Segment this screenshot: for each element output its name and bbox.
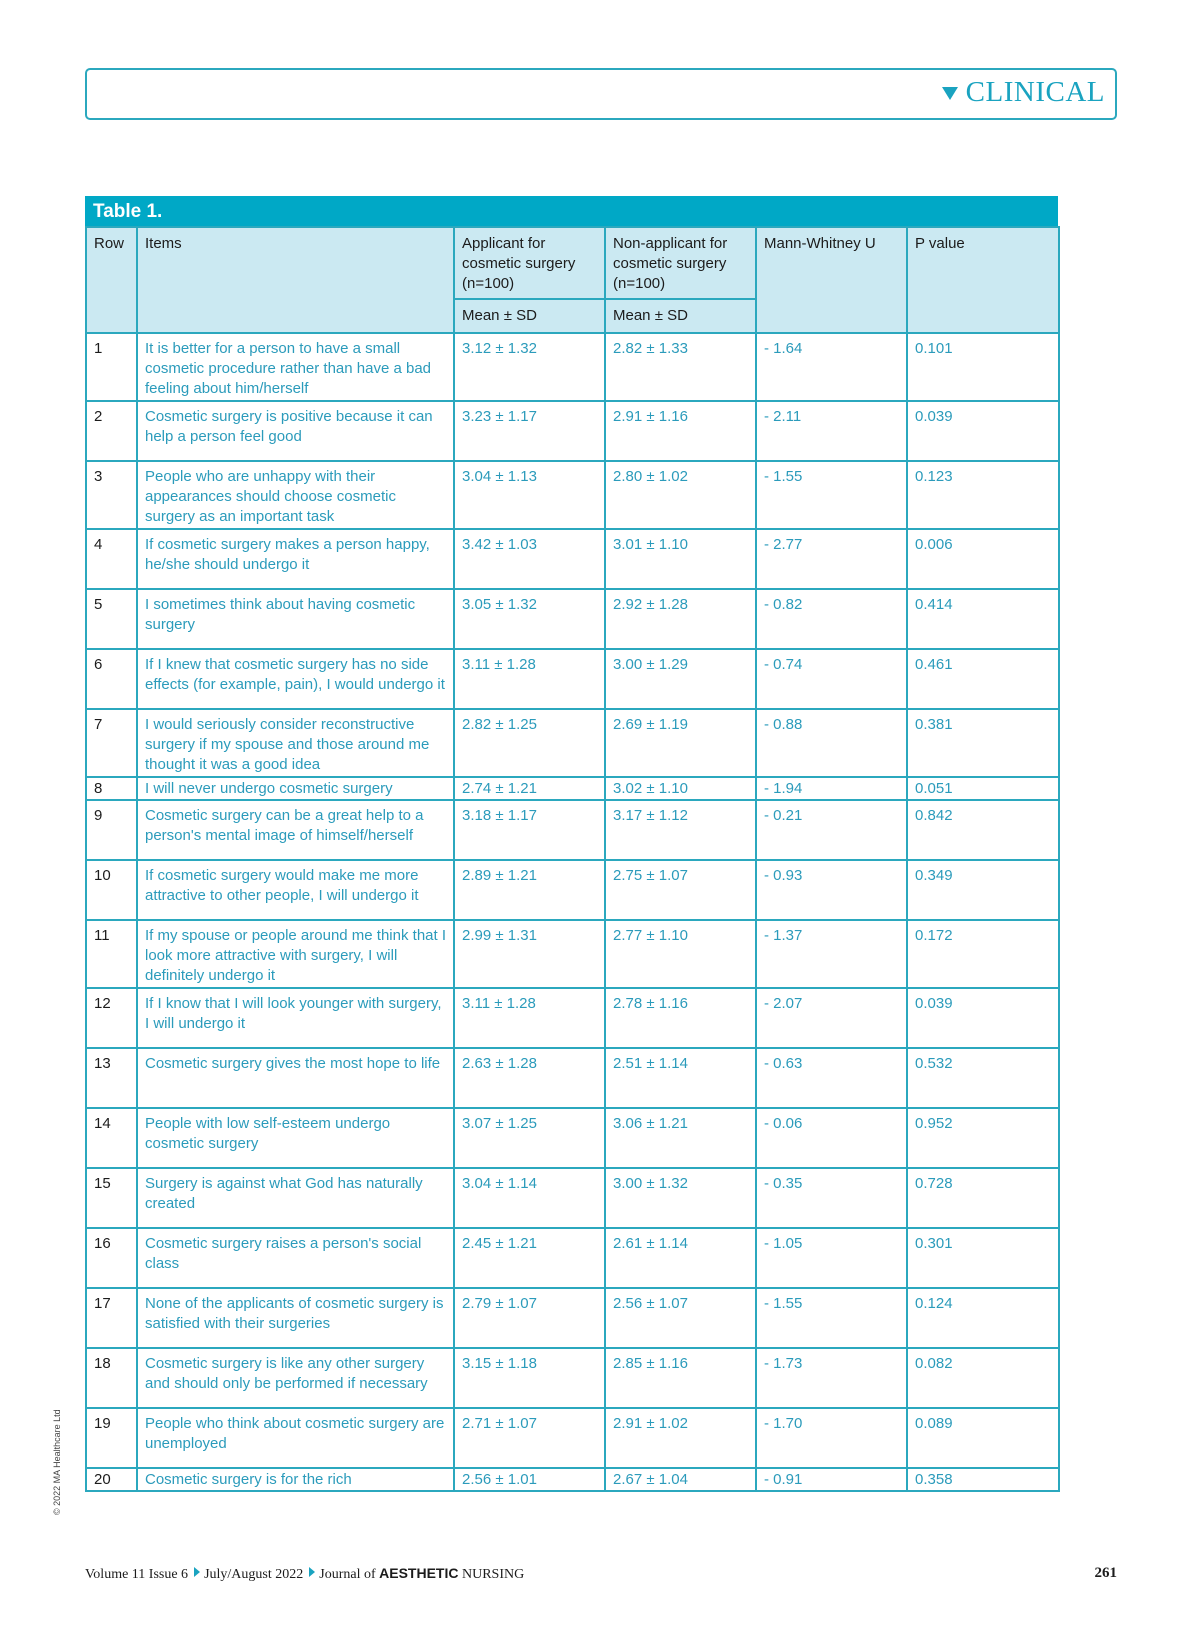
table-row <box>86 333 1059 401</box>
table-title: Table 1. <box>85 196 1058 226</box>
cell-p-value: 0.101 <box>907 333 1059 401</box>
cell-item: I sometimes think about having cosmetic surgery <box>137 589 454 649</box>
cell-mann-whitney-u: - 1.64 <box>756 333 907 401</box>
cell-non-applicant-mean-sd: 2.85 ± 1.16 <box>605 1348 756 1408</box>
cell-item: Cosmetic surgery gives the most hope to life <box>137 1048 454 1108</box>
arrow-right-icon <box>194 1567 200 1577</box>
cell-item: None of the applicants of cosmetic surgery is satisfied with their surgeries <box>137 1288 454 1348</box>
table-row <box>86 461 1059 529</box>
table-row <box>86 920 1059 988</box>
col-header-applicant: Applicant for cosmetic surgery (n=100) <box>454 227 605 299</box>
cell-p-value: 0.123 <box>907 461 1059 529</box>
cell-mann-whitney-u: - 1.37 <box>756 920 907 988</box>
cell-applicant-mean-sd: 3.12 ± 1.32 <box>454 333 605 401</box>
cell-non-applicant-mean-sd: 3.06 ± 1.21 <box>605 1108 756 1168</box>
cell-applicant-mean-sd: 3.07 ± 1.25 <box>454 1108 605 1168</box>
cell-applicant-mean-sd: 2.45 ± 1.21 <box>454 1228 605 1288</box>
cell-item: Cosmetic surgery can be a great help to a person's mental image of himself/herself <box>137 800 454 860</box>
footer-journal-brand: AESTHETIC <box>379 1565 459 1581</box>
cell-item: If cosmetic surgery would make me more attractive to other people, I will undergo it <box>137 860 454 920</box>
cell-applicant-mean-sd: 3.05 ± 1.32 <box>454 589 605 649</box>
cell-applicant-mean-sd: 2.89 ± 1.21 <box>454 860 605 920</box>
table-row <box>86 1348 1059 1408</box>
cell-applicant-mean-sd: 3.04 ± 1.14 <box>454 1168 605 1228</box>
cell-non-applicant-mean-sd: 2.91 ± 1.16 <box>605 401 756 461</box>
cell-applicant-mean-sd: 2.82 ± 1.25 <box>454 709 605 777</box>
cell-item: People with low self-esteem undergo cosmetic surgery <box>137 1108 454 1168</box>
cell-applicant-mean-sd: 2.74 ± 1.21 <box>454 777 605 800</box>
cell-row-number: 15 <box>86 1168 137 1228</box>
table-body <box>86 333 1059 1491</box>
cell-p-value: 0.082 <box>907 1348 1059 1408</box>
cell-mann-whitney-u: - 0.35 <box>756 1168 907 1228</box>
cell-mann-whitney-u: - 1.94 <box>756 777 907 800</box>
cell-p-value: 0.952 <box>907 1108 1059 1168</box>
table-row <box>86 1168 1059 1228</box>
col-header-non-applicant: Non-applicant for cosmetic surgery (n=100) <box>605 227 756 299</box>
cell-non-applicant-mean-sd: 2.67 ± 1.04 <box>605 1468 756 1491</box>
cell-applicant-mean-sd: 3.11 ± 1.28 <box>454 649 605 709</box>
section-title: CLINICAL <box>965 76 1105 108</box>
cell-non-applicant-mean-sd: 3.00 ± 1.29 <box>605 649 756 709</box>
section-header-box <box>85 68 1117 120</box>
table-row <box>86 800 1059 860</box>
table-row <box>86 988 1059 1048</box>
cell-applicant-mean-sd: 3.18 ± 1.17 <box>454 800 605 860</box>
cell-applicant-mean-sd: 2.63 ± 1.28 <box>454 1048 605 1108</box>
cell-item: People who are unhappy with their appearances should choose cosmetic surgery as an important task <box>137 461 454 529</box>
cell-p-value: 0.461 <box>907 649 1059 709</box>
table-row <box>86 1228 1059 1288</box>
cell-row-number: 20 <box>86 1468 137 1491</box>
footer-journal-suffix: NURSING <box>461 1567 525 1582</box>
cell-item: If I knew that cosmetic surgery has no side effects (for example, pain), I would undergo it <box>137 649 454 709</box>
cell-p-value: 0.089 <box>907 1408 1059 1468</box>
cell-applicant-mean-sd: 2.79 ± 1.07 <box>454 1288 605 1348</box>
cell-mann-whitney-u: - 2.11 <box>756 401 907 461</box>
table-header <box>86 227 1059 333</box>
cell-p-value: 0.006 <box>907 529 1059 589</box>
cell-p-value: 0.349 <box>907 860 1059 920</box>
cell-non-applicant-mean-sd: 3.00 ± 1.32 <box>605 1168 756 1228</box>
cell-item: Surgery is against what God has naturally created <box>137 1168 454 1228</box>
cell-row-number: 13 <box>86 1048 137 1108</box>
cell-mann-whitney-u: - 1.55 <box>756 1288 907 1348</box>
subheader-applicant-mean-sd: Mean ± SD <box>454 299 605 333</box>
cell-applicant-mean-sd: 2.99 ± 1.31 <box>454 920 605 988</box>
cell-non-applicant-mean-sd: 2.82 ± 1.33 <box>605 333 756 401</box>
cell-row-number: 4 <box>86 529 137 589</box>
cell-mann-whitney-u: - 2.07 <box>756 988 907 1048</box>
cell-mann-whitney-u: - 0.88 <box>756 709 907 777</box>
cell-p-value: 0.039 <box>907 988 1059 1048</box>
cell-row-number: 2 <box>86 401 137 461</box>
cell-p-value: 0.039 <box>907 401 1059 461</box>
data-table <box>85 226 1060 1492</box>
cell-row-number: 6 <box>86 649 137 709</box>
cell-row-number: 11 <box>86 920 137 988</box>
cell-row-number: 9 <box>86 800 137 860</box>
cell-p-value: 0.381 <box>907 709 1059 777</box>
col-header-items: Items <box>137 227 454 333</box>
table-row <box>86 1288 1059 1348</box>
cell-mann-whitney-u: - 0.21 <box>756 800 907 860</box>
arrow-right-icon <box>309 1567 315 1577</box>
cell-row-number: 1 <box>86 333 137 401</box>
cell-p-value: 0.728 <box>907 1168 1059 1228</box>
cell-row-number: 12 <box>86 988 137 1048</box>
cell-mann-whitney-u: - 1.55 <box>756 461 907 529</box>
cell-row-number: 16 <box>86 1228 137 1288</box>
cell-non-applicant-mean-sd: 3.17 ± 1.12 <box>605 800 756 860</box>
cell-applicant-mean-sd: 2.71 ± 1.07 <box>454 1408 605 1468</box>
cell-mann-whitney-u: - 1.70 <box>756 1408 907 1468</box>
table-row <box>86 860 1059 920</box>
cell-non-applicant-mean-sd: 2.69 ± 1.19 <box>605 709 756 777</box>
cell-applicant-mean-sd: 3.11 ± 1.28 <box>454 988 605 1048</box>
table-row <box>86 1408 1059 1468</box>
cell-item: If my spouse or people around me think that I look more attractive with surgery, I will definitely undergo it <box>137 920 454 988</box>
cell-row-number: 19 <box>86 1408 137 1468</box>
cell-p-value: 0.172 <box>907 920 1059 988</box>
table-row <box>86 1108 1059 1168</box>
cell-non-applicant-mean-sd: 2.92 ± 1.28 <box>605 589 756 649</box>
cell-item: If cosmetic surgery makes a person happy, he/she should undergo it <box>137 529 454 589</box>
cell-mann-whitney-u: - 0.82 <box>756 589 907 649</box>
cell-row-number: 18 <box>86 1348 137 1408</box>
cell-non-applicant-mean-sd: 2.75 ± 1.07 <box>605 860 756 920</box>
cell-item: Cosmetic surgery raises a person's social class <box>137 1228 454 1288</box>
cell-non-applicant-mean-sd: 2.91 ± 1.02 <box>605 1408 756 1468</box>
cell-mann-whitney-u: - 0.74 <box>756 649 907 709</box>
page-number: 261 <box>1094 1565 1117 1581</box>
table-row <box>86 1468 1059 1491</box>
cell-non-applicant-mean-sd: 2.78 ± 1.16 <box>605 988 756 1048</box>
footer-journal-prefix: Journal of <box>319 1567 376 1582</box>
col-header-mann-whitney: Mann-Whitney U <box>756 227 907 333</box>
cell-mann-whitney-u: - 1.73 <box>756 1348 907 1408</box>
cell-non-applicant-mean-sd: 2.80 ± 1.02 <box>605 461 756 529</box>
table-row <box>86 1048 1059 1108</box>
cell-non-applicant-mean-sd: 2.56 ± 1.07 <box>605 1288 756 1348</box>
cell-mann-whitney-u: - 2.77 <box>756 529 907 589</box>
cell-mann-whitney-u: - 0.91 <box>756 1468 907 1491</box>
cell-row-number: 17 <box>86 1288 137 1348</box>
subheader-non-applicant-mean-sd: Mean ± SD <box>605 299 756 333</box>
cell-item: Cosmetic surgery is like any other surgery and should only be performed if necessary <box>137 1348 454 1408</box>
cell-item: It is better for a person to have a small cosmetic procedure rather than have a bad feeling about him/herself <box>137 333 454 401</box>
cell-applicant-mean-sd: 3.15 ± 1.18 <box>454 1348 605 1408</box>
table-row <box>86 529 1059 589</box>
triangle-down-icon <box>942 87 958 100</box>
cell-row-number: 7 <box>86 709 137 777</box>
cell-non-applicant-mean-sd: 3.02 ± 1.10 <box>605 777 756 800</box>
page-footer <box>85 1565 524 1583</box>
cell-row-number: 10 <box>86 860 137 920</box>
cell-p-value: 0.532 <box>907 1048 1059 1108</box>
table-row <box>86 709 1059 777</box>
table-row <box>86 401 1059 461</box>
cell-row-number: 5 <box>86 589 137 649</box>
col-header-row: Row <box>86 227 137 333</box>
copyright-notice: © 2022 MA Healthcare Ltd <box>52 1409 62 1515</box>
cell-item: Cosmetic surgery is positive because it can help a person feel good <box>137 401 454 461</box>
cell-mann-whitney-u: - 1.05 <box>756 1228 907 1288</box>
cell-applicant-mean-sd: 3.23 ± 1.17 <box>454 401 605 461</box>
cell-applicant-mean-sd: 2.56 ± 1.01 <box>454 1468 605 1491</box>
footer-volume: Volume 11 Issue 6 <box>85 1567 189 1582</box>
cell-mann-whitney-u: - 0.93 <box>756 860 907 920</box>
cell-item: I would seriously consider reconstructive surgery if my spouse and those around me thought it was a good idea <box>137 709 454 777</box>
cell-non-applicant-mean-sd: 3.01 ± 1.10 <box>605 529 756 589</box>
table-container <box>85 196 1058 1492</box>
cell-row-number: 3 <box>86 461 137 529</box>
cell-p-value: 0.051 <box>907 777 1059 800</box>
section-label <box>942 76 1105 109</box>
cell-item: If I know that I will look younger with surgery, I will undergo it <box>137 988 454 1048</box>
cell-item: Cosmetic surgery is for the rich <box>137 1468 454 1491</box>
cell-row-number: 8 <box>86 777 137 800</box>
cell-p-value: 0.358 <box>907 1468 1059 1491</box>
cell-p-value: 0.842 <box>907 800 1059 860</box>
cell-mann-whitney-u: - 0.06 <box>756 1108 907 1168</box>
cell-item: People who think about cosmetic surgery are unemployed <box>137 1408 454 1468</box>
cell-mann-whitney-u: - 0.63 <box>756 1048 907 1108</box>
cell-p-value: 0.414 <box>907 589 1059 649</box>
cell-row-number: 14 <box>86 1108 137 1168</box>
cell-applicant-mean-sd: 3.04 ± 1.13 <box>454 461 605 529</box>
cell-non-applicant-mean-sd: 2.77 ± 1.10 <box>605 920 756 988</box>
cell-non-applicant-mean-sd: 2.51 ± 1.14 <box>605 1048 756 1108</box>
table-row <box>86 777 1059 800</box>
table-row <box>86 589 1059 649</box>
col-header-p-value: P value <box>907 227 1059 333</box>
cell-p-value: 0.301 <box>907 1228 1059 1288</box>
cell-non-applicant-mean-sd: 2.61 ± 1.14 <box>605 1228 756 1288</box>
table-row <box>86 649 1059 709</box>
footer-date: July/August 2022 <box>204 1567 304 1582</box>
cell-p-value: 0.124 <box>907 1288 1059 1348</box>
cell-item: I will never undergo cosmetic surgery <box>137 777 454 800</box>
cell-applicant-mean-sd: 3.42 ± 1.03 <box>454 529 605 589</box>
